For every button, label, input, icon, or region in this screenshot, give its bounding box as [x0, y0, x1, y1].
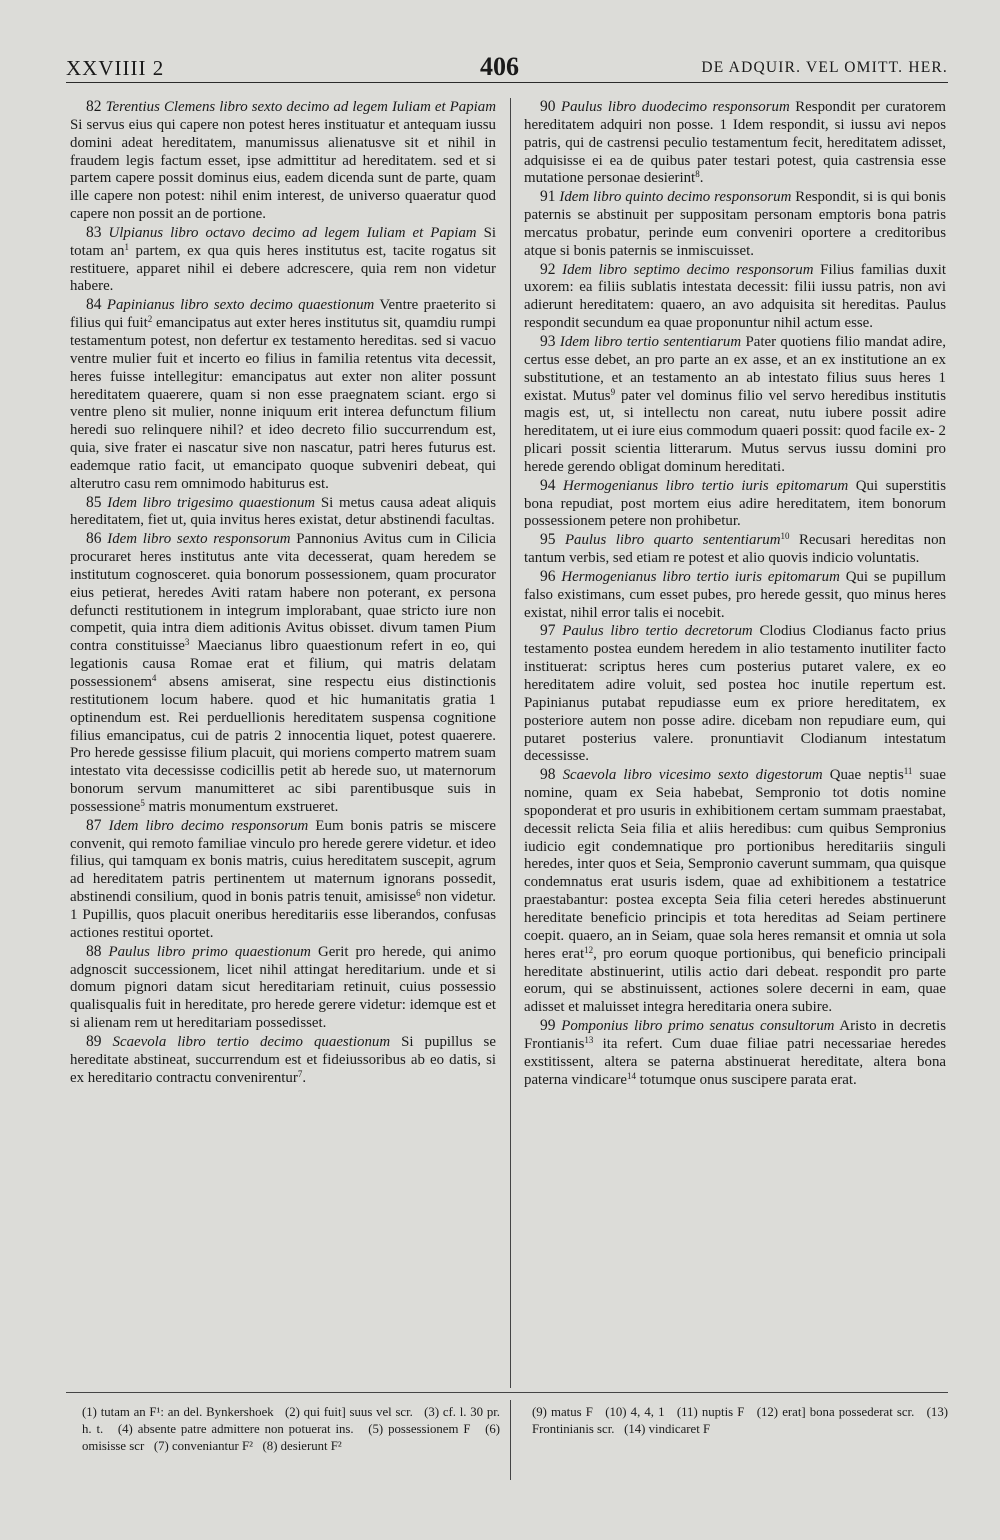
footnote-ref: 10: [780, 531, 790, 542]
fragment-number: 96: [540, 567, 556, 585]
fragment-text: Qui se pupillum falso existimans, cum esset pubes, pro herede gessit, quo minus heres existat, nihil error talis ei nocebit.: [524, 568, 946, 621]
footnotes-right: [532, 1404, 948, 1438]
fragment-number: 90: [540, 98, 556, 115]
fragment-inscription: Idem libro decimo responsorum: [108, 817, 309, 834]
fragment-inscription: Paulus libro duodecimo responsorum: [560, 99, 790, 115]
footnote-number: (3): [424, 1405, 440, 1419]
fragment-text: suae nomine, quam ex Seia habebat, Sempronio tot dotis nomine spoponderat et pro usuris in exhibitionem certam summam praestabat, decessit relicta Seia filia et aliis heredibus: cum quibus Sempronius iudicio egit condemnatique pro portionibus hereditariis singuli heredes, inter quos et Seia, Sempronio caverunt summam, qua quisque condemnatus erat usuris isdem, quae ad exhibitionem a testatrice praestabantur: postea excepta Seia filia ceteri heredes abstinuerunt hereditate beneficio principis et tota hereditas ad Seiam pertinere coepit. quaero, an in Seiam, quae sola heres remansit et omnia ut sola heres erat: [524, 767, 946, 962]
footnote-text: qui fuit] suus vel scr.: [303, 1405, 413, 1419]
footnote-ref: 1: [124, 241, 129, 252]
fragment-number: 97: [540, 622, 556, 640]
footnote-text: desierunt F²: [280, 1439, 342, 1453]
fragment-83: [70, 224, 496, 296]
fragment-number: 92: [540, 260, 556, 278]
footnote-ref: 4: [151, 673, 157, 683]
footnote-number: (1): [82, 1405, 97, 1419]
fragment-text: Aristo in decretis Frontianis: [524, 1018, 946, 1052]
footnote-text: conveniantur F²: [171, 1439, 253, 1453]
running-title: DE ADQUIR. VEL OMITT. HER.: [701, 59, 948, 76]
fragment-94: [524, 477, 946, 532]
fragment-inscription: Paulus libro tertio decretorum: [562, 623, 753, 640]
fragment-85: [70, 494, 496, 531]
fragment-text: Quae neptis: [829, 767, 904, 784]
fragment-91: [524, 188, 946, 260]
fragment-inscription: Terentius Clemens libro sexto decimo ad legem Iuliam et Papiam: [105, 99, 496, 115]
footnote-number: (4): [117, 1422, 133, 1436]
footnote-text: cf. l. 30 pr. h. t.: [82, 1405, 500, 1436]
fragment-text: totumque onus suscipere parata erat.: [635, 1071, 857, 1088]
fragment-inscription: Idem libro septimo decimo responsorum: [562, 261, 814, 278]
fragment-text: Ventre praeterito si filius qui fuit: [70, 297, 496, 332]
fragment-text: pater vel dominus filio vel servo heredibus institutis magis est, ut, si intellectu non careat, nutu iubere possit adire hereditatem, ut ei iure eius commodum quaeri possit: quod facile ex- 2 plicari possit scientia litterarum. Mutus servus iussu domini pro herede gerendo obligat dominum hereditati.: [524, 387, 946, 475]
fragment-number: 85: [86, 493, 102, 511]
fragment-number: 93: [540, 332, 556, 350]
footnote-number: (13): [926, 1405, 948, 1419]
fragment-text: partem, ex qua quis heres institutus est, tacite rogatus sit restituere, apparet nihil ei debere adcrescere, quia rem non videtur habere.: [70, 242, 496, 295]
fragment-text: Si totam an: [70, 224, 496, 259]
footnote-ref: 2: [147, 314, 153, 325]
fragment-text: absens amiserat, sine respectu eius distinctionis restitutionem locum habere. quod et hic humanitatis gratia 1 optinendum est. Rei perduellionis hereditatem suspensa cognitione filius emancipatus, cui de patris 2 innocentia liquet, potest quaerere. Pro herede gessisse filium placuit, qui moriens comperto matrem suam intestato vita decessisse codicillis petit ab herede suo, ut maternorum bonorum servum manumitteret ac sibi parentibusque suis in possessione: [70, 674, 496, 815]
fragment-text: Respondit, si is qui bonis paternis se abstinuit per suppositam personam emptoris bona patris mercatus probatur, perinde eum conveniri oportere a creditoribus atque si bonis paternis se inmiscuisset.: [524, 189, 946, 259]
fragment-text: Qui superstitis bona repudiat, post mortem eius adire hereditatem, item bonorum possessionem petere non prohibetur.: [524, 477, 946, 530]
fragment-number: 86: [86, 530, 102, 548]
fragment-number: 82: [86, 98, 102, 115]
footnote-ref: 11: [903, 766, 913, 777]
footnote-number: (7): [153, 1439, 169, 1453]
footnote-text: tutam an F¹: an del. Bynkershoek: [100, 1405, 274, 1419]
footnote-number: (10): [605, 1405, 627, 1419]
fragment-text: Si pupillus se hereditate abstineat, succurrendum est et fideiussoribus ab eo datis, si ex hereditario contractu convenirentur: [70, 1033, 496, 1086]
fragment-inscription: Pomponius libro primo senatus consultorum: [561, 1018, 835, 1035]
right-column: [524, 98, 946, 1089]
footnote-ref: 9: [610, 386, 616, 397]
running-header: [66, 52, 948, 92]
footnote-ref: 6: [416, 888, 421, 899]
fragment-93: [524, 333, 946, 477]
fragment-text: Maecianus libro quaestionum refert in eo, qui legationis causa Romae erat et filium, qui matris delatam possessionem: [70, 638, 496, 690]
fragment-99: [524, 1017, 946, 1089]
footnote-number: (9): [532, 1405, 547, 1419]
fragment-inscription: Scaevola libro tertio decimo quaestionum: [112, 1033, 391, 1050]
fragment-98: [524, 766, 946, 1017]
footnote-text: Frontinianis scr.: [532, 1422, 615, 1436]
footnote-ref: 12: [584, 944, 594, 955]
fragment-87: [70, 817, 496, 943]
fragment-text: ita refert. Cum duae filiae patri necessariae heredes exstitissent, altera se paterna abstinuerat hereditate, altera bona paterna vindicare: [524, 1035, 946, 1088]
fragment-89: [70, 1033, 496, 1088]
left-column: [70, 98, 496, 1087]
page-number: 406: [480, 52, 519, 81]
footnote-divider: [510, 1400, 511, 1480]
footnote-text: erat] bona possederat scr.: [782, 1405, 915, 1419]
fragment-inscription: Papinianus libro sexto decimo quaestionum: [106, 297, 375, 314]
footnote-number: (2): [284, 1405, 300, 1419]
fragment-96: [524, 568, 946, 623]
fragment-text: emancipatus aut exter heres institutus sit, quamdiu rumpi testamentum potest, non defertur ex testamento hereditas. sed si vacuo ventre mulier fuit et incerto eo filius in familia retentus vita decessit, heres fuisse intellegitur: emancipatus aut exter non aliter possunt hereditatem quaerere, quam si non esse praegnatem sciant. ergo si ventre pleno sit mulier, nonne iniquum erit interea defunctum filium heredi suo relinquere nihil? et ideo decreto filio succurrendum est, quia, sive frater ei nascatur sive non nascatur, patri heres futurus est. eademque ratio facit, ut emancipato quoque subveniri debeat, qui alterutro casu rem omnimodo habiturus est.: [70, 315, 496, 492]
fragment-inscription: Hermogenianus libro tertio iuris epitomarum: [563, 477, 849, 494]
footnote-text: possessionem F: [388, 1422, 471, 1436]
footnote-ref: 5: [140, 797, 145, 808]
fragment-number: 89: [86, 1032, 102, 1050]
column-divider: [510, 98, 511, 1388]
fragment-number: 83: [86, 223, 102, 241]
fragment-92: [524, 261, 946, 333]
fragment-text: matris monumentum exstrueret.: [144, 798, 339, 815]
fragment-text: Pater quotiens filio mandat adire, certus esse debet, an pro parte an ex asse, et an ex institutione an ex substitutione, et an testamento an ab intestato filius suus heres 1 existat. Mutus: [524, 333, 947, 404]
fragment-97: [524, 622, 946, 766]
title-reference: XXVIIII 2: [66, 56, 165, 80]
footnote-text: matus F: [551, 1405, 593, 1419]
fragment-number: 91: [540, 188, 556, 206]
fragment-text: , pro eorum quoque portionibus, qui beneficio principali hereditate abstinuerint, utilis actio dari debeat. respondit pro parte eorum, qui se abstinuissent, actiones solere decerni in eam, quae adisset et maluisset integra hereditaria onera subire.: [524, 945, 946, 1016]
footnote-number: (8): [262, 1439, 278, 1453]
fragment-number: 99: [540, 1017, 556, 1035]
footnote-text: omisisse scr: [82, 1439, 145, 1453]
fragment-inscription: Idem libro tertio sententiarum: [559, 333, 742, 350]
fragment-84: [70, 296, 496, 493]
footnote-number: (6): [485, 1422, 501, 1436]
fragment-text: non videtur. 1 Pupillis, quos placuit oneribus hereditariis esse liberandos, confusas actiones restitui oportet.: [70, 889, 496, 941]
header-rule: [66, 82, 948, 83]
fragment-number: 95: [540, 531, 556, 549]
fragment-82: [70, 98, 496, 224]
footnote-number: (12): [756, 1405, 779, 1419]
fragment-text: Si metus causa adeat aliquis hereditatem, fiet ut, quia invitus heres existat, detur abstinendi facultas.: [70, 494, 497, 529]
footnote-text: 4, 4, 1: [630, 1405, 665, 1419]
fragment-text: Respondit per curatorem hereditatem adquiri non posse. 1 Idem respondit, si iussu avi nepos patris, qui de castrensi peculio testamentum fecit, hereditatem adisset, adquisisse ei ea de quibus pater testari potest, quia castrensia esse mutatione personae desierint: [524, 99, 946, 187]
fragment-text: Eum bonis patris se miscere convenit, qui remoto familiae vinculo pro herede gerere videtur. et ideo filius, qui tamquam ex bonis matris, cuius hereditatem suscepit, agrum ad hereditatem patris pertinentem ut maternum ignorans possedit, abstinendi consilium, quod in bonis patris tenuit, amisisse: [70, 817, 496, 906]
footnote-ref: 13: [584, 1034, 594, 1045]
fragment-text: Clodius Clodianus facto prius testamento postea eundem heredem in alio testamento inutiliter facto instituerat: scriptus heres cum posterius putaret valere, ex eo hereditatem adire voluit, sed postea hoc inutile repertum est. Papinianus putabat repudiasse eum ex priore hereditatem, ex posteriore autem non posse adire. dicebam non repudiare eum, qui putaret posterius valere. pronuntiavit Clodianum intestatum decessisse.: [524, 623, 946, 765]
fragment-90: [524, 98, 946, 188]
fragment-inscription: Ulpianus libro octavo decimo ad legem Iuliam et Papiam: [108, 224, 477, 241]
fragment-text: Gerit pro herede, qui animo adgnoscit successionem, licet nihil attingat hereditarium. unde et si domum pignori datam sicut hereditariam retinuit, cuius possessio qualisqualis fuit in hereditate, pro herede gerere videtur: idemque est et si alienam rem ut hereditariam possedisset.: [70, 943, 496, 1032]
footnote-number: (11): [676, 1405, 698, 1419]
fragment-86: [70, 530, 496, 817]
footnote-number: (14): [624, 1422, 646, 1436]
fragment-text: .: [302, 1069, 307, 1086]
fragment-inscription: Idem libro trigesimo quaestionum: [107, 494, 316, 511]
fragment-number: 98: [540, 766, 556, 784]
fragment-text: Recusari hereditas non tantum verbis, sed etiam re potest et alio quovis indicio voluntatis.: [524, 532, 946, 567]
footnote-ref: 14: [626, 1070, 636, 1081]
fragment-95: [524, 531, 946, 568]
fragment-inscription: Hermogenianus libro tertio iuris epitomarum: [561, 568, 840, 585]
fragment-inscription: Paulus libro quarto sententiarum: [564, 532, 781, 549]
fragment-inscription: Paulus libro primo quaestionum: [108, 943, 311, 960]
fragment-number: 88: [86, 942, 102, 960]
fragment-88: [70, 943, 496, 1033]
footnote-ref: 7: [297, 1068, 303, 1079]
footnote-number: (5): [368, 1422, 384, 1436]
fragment-text: Pannonius Avitus cum in Cilicia procuraret heres institutus ante vita decesserat, quam heredem se institutum cognosceret. quia bonorum possessionem, quam procurator eius petierat, heredes Aviti ratam habere non poterant, ex persona defuncti restitutionem in integrum implorabant, quae stricto iure non competit, quia intra diem aditionis Avitus obisset. divum tamen Pium contra constituisse: [70, 531, 496, 655]
footnote-rule: [66, 1392, 948, 1393]
footnote-ref: 3: [184, 637, 190, 648]
fragment-text: Si servus eius qui capere non potest heres instituatur et antequam iussu domini adeat hereditatem, manumissus alienatusve sit et nihil in fraudem legis factum esset, ipse admittitur ad hereditatem. sed et si partem capere possit dominus eius, eadem dicenda sunt de parte, quam ille capere non potest: nihil enim interest, de universo quaeratur quod capere non possit an de portione.: [70, 116, 496, 223]
footnote-text: nuptis F: [701, 1405, 745, 1419]
footnote-ref: 8: [695, 169, 700, 180]
fragment-number: 94: [540, 476, 556, 494]
fragment-inscription: Idem libro sexto responsorum: [107, 531, 291, 548]
fragment-inscription: Scaevola libro vicesimo sexto digestorum: [562, 767, 823, 784]
fragment-number: 87: [86, 816, 102, 834]
fragment-text: .: [699, 170, 704, 187]
footnotes-left: [82, 1404, 500, 1455]
fragment-inscription: Idem libro quinto decimo responsorum: [559, 189, 792, 206]
fragment-text: Filius familias duxit uxorem: ea filiis sublatis intestata decessit: filii iussu patris, non avi adierunt hereditatem: quaero, an avo adquisita sit hereditas. Paulus respondit secundum ea quae proponuntur nihil actum esse.: [524, 261, 946, 332]
fragment-number: 84: [86, 296, 102, 314]
footnote-text: absente patre admittere non potuerat ins.: [137, 1422, 354, 1436]
footnote-text: vindicaret F: [648, 1422, 711, 1436]
